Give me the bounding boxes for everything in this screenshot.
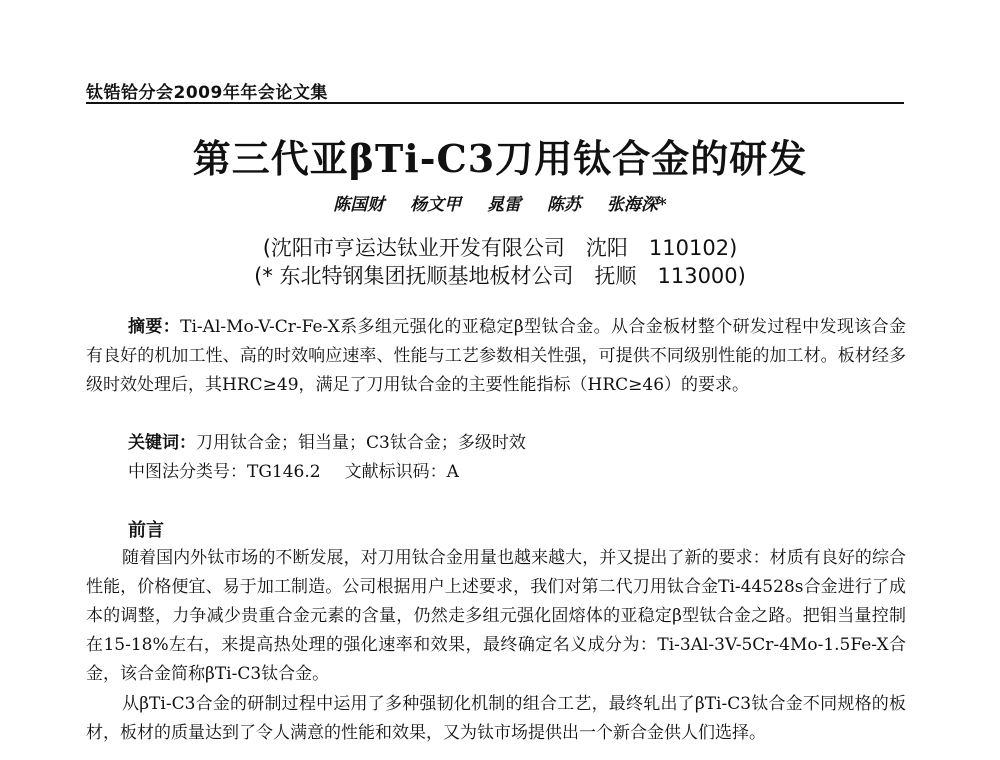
author: 张海深*: [606, 195, 667, 215]
affiliation-1: (沈阳市亨运达钛业开发有限公司 沈阳 110102): [262, 236, 738, 260]
author-list: [0, 190, 1000, 215]
doc-code-value: A: [446, 462, 459, 482]
affiliation-2: (* 东北特钢集团抚顺基地板材公司 抚顺 113000): [254, 264, 746, 288]
paper-title: 第三代亚βTi-C3刀用钛合金的研发: [192, 136, 808, 181]
body-paragraph: 从βTi-C3合金的研制过程中运用了多种强韧化机制的组合工艺，最终轧出了βTi-C3钛合金不同规格的板材，板材的质量达到了令人满意的性能和效果，又为钛市场提供出一个新合金供人们选择。: [86, 694, 906, 743]
abstract-label: 摘要：: [128, 317, 181, 337]
author: 晁雷: [487, 195, 522, 215]
section-heading: 前言: [128, 520, 164, 541]
author: 陈国财: [333, 195, 385, 215]
keywords-text: 刀用钛合金；钼当量；C3钛合金；多级时效: [196, 433, 526, 453]
keywords: [128, 429, 908, 458]
body-paragraph: 随着国内外钛市场的不断发展，对刀用钛合金用量也越来越大，并又提出了新的要求：材质有良好的综合性能，价格便宜、易于加工制造。公司根据用户上述要求，我们对第二代刀用钛合金Ti-44528s合金进行了成本的调整，力争减少贵重合金元素的含量，仍然走多组元强化固熔体的亚稳定β型钛合金之路。把钼当量控制在15-18%左右，来提高热处理的强化速率和效果，最终确定名义成分为：Ti-3Al-3V-5Cr-4Mo-1.5Fe-X合金，该合金简称βTi-C3钛合金。: [86, 548, 906, 684]
header-rule: [86, 102, 904, 104]
doc-code-label: 文献标识码：: [344, 462, 447, 482]
clc-label: 中图法分类号：: [128, 462, 247, 482]
running-header: 钛锆铪分会2009年年会论文集: [86, 83, 328, 103]
classification-line: [128, 458, 908, 487]
author: 陈苏: [546, 195, 581, 215]
keywords-label: 关键词：: [128, 433, 196, 453]
author: 杨文甲: [410, 195, 462, 215]
abstract-text: Ti-Al-Mo-V-Cr-Fe-X系多组元强化的亚稳定β型钛合金。从合金板材整个研发过程中发现该合金有良好的机加工性、高的时效响应速率、性能与工艺参数相关性强，可提供不同级别性能的加工材。板材经多级时效处理后，其HRC≥49，满足了刀用钛合金的主要性能指标（HRC≥46）的要求。: [86, 317, 907, 395]
clc-value: TG146.2: [247, 462, 321, 482]
abstract: [86, 313, 906, 400]
